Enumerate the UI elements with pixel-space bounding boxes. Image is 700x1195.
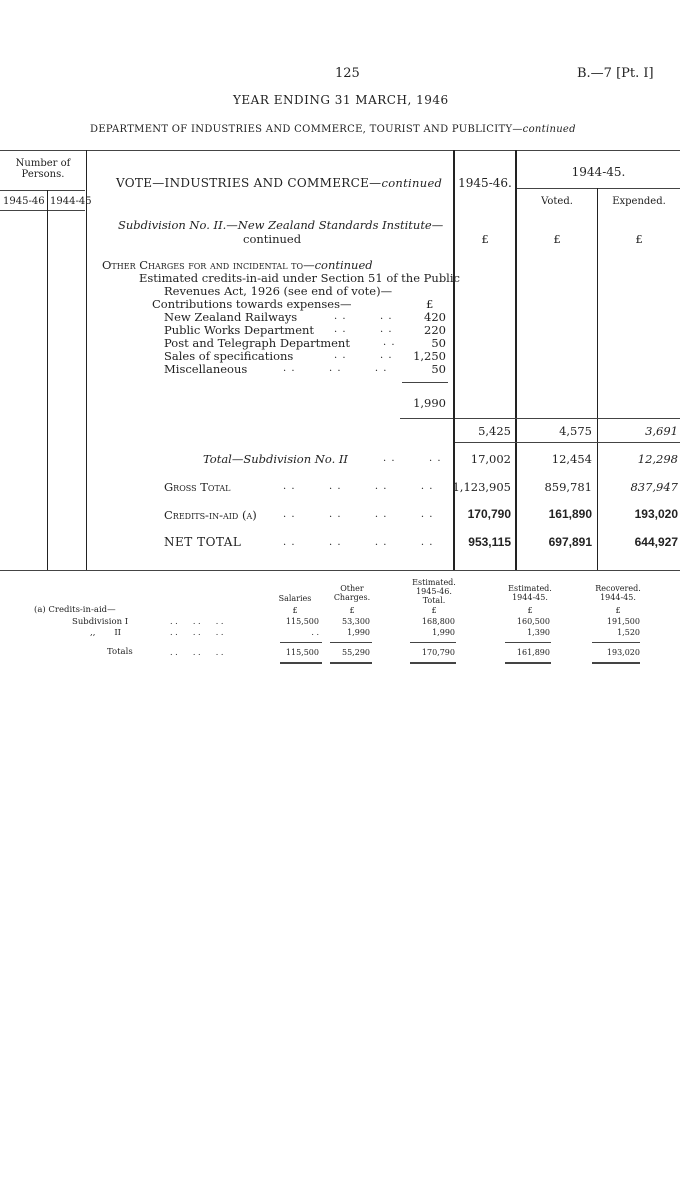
total-subdivision-dots: . . . . (383, 453, 442, 464)
fn-est-total-heading: Estimated. 1945-46. Total. (412, 578, 456, 605)
item-value: 220 (424, 323, 446, 337)
gt-1945-46: 1,123,905 (452, 480, 511, 494)
fn-row-dots: . . . . . . (170, 617, 224, 626)
persons-sub-rule (0, 190, 85, 191)
other-charges-rule (455, 418, 680, 419)
fn-sum-rule (410, 642, 456, 643)
department-cont: continued (522, 124, 576, 135)
year-1945-46-label: 1945-46 (3, 196, 45, 207)
fn-other: 53,300 (342, 617, 370, 626)
col-expended-heading: Expended. (612, 196, 666, 207)
col-1945-46-heading: 1945-46. (458, 176, 512, 190)
fn-double-rule (592, 662, 640, 664)
contributions-pound: £ (426, 297, 434, 311)
contributions-label: Contributions towards expenses— (152, 297, 352, 311)
doc-reference: B.—7 [Pt. I] (577, 66, 654, 81)
fn-recovered: 1,520 (617, 628, 640, 637)
contrib-total: 1,990 (413, 396, 446, 410)
cia-expended: 193,020 (634, 507, 678, 521)
item-value: 50 (431, 336, 446, 350)
vote-title-text: VOTE—INDUSTRIES AND COMMERCE— (116, 176, 382, 190)
fn-pound: £ (431, 606, 437, 615)
year-title: YEAR ENDING 31 MARCH, 1946 (233, 93, 449, 107)
fn-pound: £ (292, 606, 298, 615)
table-top-rule (0, 150, 680, 151)
nt-expended: 644,927 (634, 535, 678, 549)
item-dots: . . . . . . (283, 363, 388, 374)
cia-1945-46: 170,790 (467, 507, 511, 521)
ts-1945-46: 17,002 (470, 452, 511, 466)
item-dots: . . . . (334, 311, 393, 322)
col-1944-45-heading: 1944-45. (571, 165, 626, 179)
item-label: Miscellaneous (164, 362, 248, 376)
oc-1945-46: 5,425 (478, 424, 511, 438)
fn-pound: £ (615, 606, 621, 615)
fn-totals-other: 55,290 (342, 648, 370, 657)
currency-1945-46: £ (481, 232, 489, 246)
vote-title-cont: continued (381, 176, 443, 190)
item-value: 420 (424, 310, 446, 324)
item-label: Sales of specifications (164, 349, 294, 363)
fn-other: 1,990 (347, 628, 370, 637)
fn-double-rule (330, 662, 372, 664)
subdivision-title: Subdivision No. II.—New Zealand Standards Institute— (118, 218, 444, 232)
persons-divider (47, 190, 48, 570)
credits-line-2: Revenues Act, 1926 (see end of vote)— (164, 284, 393, 298)
fn-double-rule (280, 662, 322, 664)
oc-voted: 4,575 (559, 424, 592, 438)
subdivision-title-cont: continued (243, 232, 302, 246)
contrib-total-rule (400, 418, 453, 419)
nt-1945-46: 953,115 (468, 535, 511, 549)
fn-est-4445-heading: Estimated. 1944-45. (508, 584, 552, 602)
fn-totals-recovered: 193,020 (606, 648, 640, 657)
fn-salaries-heading: Salaries (278, 594, 312, 603)
fn-totals-est-total: 170,790 (421, 648, 455, 657)
year-1944-45-label: 1944-45 (50, 196, 92, 207)
persons-year-rule (0, 210, 85, 211)
vote-title (116, 176, 442, 190)
fn-totals-label: Totals (107, 647, 133, 657)
ts-expended: 12,298 (637, 452, 678, 466)
fn-totals-salaries: 115,500 (285, 648, 319, 657)
subdivision-total-rule (455, 442, 680, 443)
fn-row-label: ,, II (90, 628, 122, 638)
other-charges-heading-text: Other Charges for and incidental to— (102, 258, 315, 272)
fn-sum-rule (280, 642, 322, 643)
nt-voted: 697,891 (548, 535, 592, 549)
credits-in-aid-dots: . . . . . . . . (283, 509, 434, 520)
credits-in-aid-label: Credits-in-aid (a) (164, 508, 257, 522)
item-dots: . . . . (334, 350, 393, 361)
fn-row-label: Subdivision I (72, 617, 129, 627)
fn-row-dots: . . . . . . (170, 628, 224, 637)
fn-salaries: . . (311, 628, 319, 637)
fn-recovered-heading: Recovered. 1944-45. (595, 584, 641, 602)
item-value: 1,250 (413, 349, 446, 363)
currency-voted: £ (553, 232, 561, 246)
ts-voted: 12,454 (551, 452, 592, 466)
gt-voted: 859,781 (544, 480, 592, 494)
fn-salaries: 115,500 (285, 617, 319, 626)
fn-sum-rule (505, 642, 551, 643)
fn-recovered: 191,500 (606, 617, 640, 626)
other-charges-heading-cont: continued (314, 258, 373, 272)
fn-est-total: 1,990 (432, 628, 455, 637)
net-total-dots: . . . . . . . . (283, 537, 434, 548)
fn-est-4445: 160,500 (516, 617, 550, 626)
fn-totals-dots: . . . . . . (170, 648, 224, 657)
item-label: New Zealand Railways (164, 310, 298, 324)
item-dots: . . (383, 337, 396, 348)
gt-expended: 837,947 (630, 480, 678, 494)
fn-est-total: 168,800 (421, 617, 455, 626)
fn-pound: £ (527, 606, 533, 615)
persons-right-rule (86, 150, 87, 570)
gross-total-label: Gross Total (164, 480, 231, 494)
table-bottom-rule (0, 570, 680, 571)
department-title (90, 124, 576, 135)
contrib-sum-rule (402, 382, 448, 383)
fn-est-4445: 1,390 (527, 628, 550, 637)
fn-sum-rule (592, 642, 640, 643)
number-of-persons-heading: Number of Persons. (15, 158, 71, 180)
fn-credits-label: (a) Credits-in-aid— (34, 605, 116, 615)
total-subdivision-label: Total—Subdivision No. II (203, 452, 348, 466)
fn-double-rule (505, 662, 551, 664)
department-name: DEPARTMENT OF INDUSTRIES AND COMMERCE, TOURIST AND PUBLICITY— (90, 124, 523, 135)
fn-sum-rule (330, 642, 372, 643)
fn-totals-est-4445: 161,890 (516, 648, 550, 657)
page-number: 125 (335, 66, 360, 81)
gross-total-dots: . . . . . . . . (283, 481, 434, 492)
cia-voted: 161,890 (548, 507, 592, 521)
net-total-label: NET TOTAL (164, 535, 242, 549)
fn-pound: £ (349, 606, 355, 615)
other-charges-heading (102, 258, 373, 272)
oc-expended: 3,691 (645, 424, 678, 438)
item-dots: . . . . (334, 324, 393, 335)
item-label: Post and Telegraph Department (164, 336, 350, 350)
fn-other-heading: Other Charges. (333, 584, 371, 602)
fn-double-rule (410, 662, 456, 664)
credits-line-1: Estimated credits-in-aid under Section 51 of the Public (139, 271, 460, 285)
col-voted-heading: Voted. (541, 196, 573, 207)
item-label: Public Works Department (164, 323, 315, 337)
currency-expended: £ (635, 232, 643, 246)
item-value: 50 (431, 362, 446, 376)
